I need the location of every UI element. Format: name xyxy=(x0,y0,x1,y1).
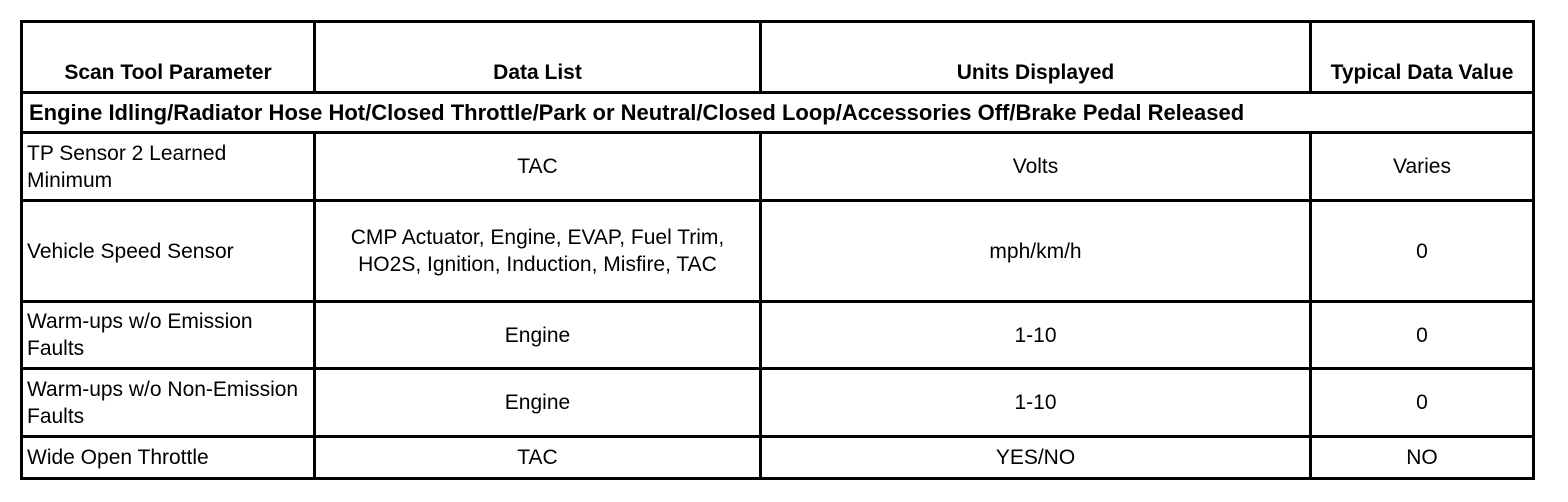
cell-parameter: Warm-ups w/o Non-Emission Faults xyxy=(22,369,315,437)
cell-units: 1-10 xyxy=(761,302,1311,369)
table-header-row xyxy=(22,22,1534,93)
cell-typical-value: 0 xyxy=(1311,302,1534,369)
cell-parameter: Wide Open Throttle xyxy=(22,437,315,479)
test-condition: Engine Idling/Radiator Hose Hot/Closed Throttle/Park or Neutral/Closed Loop/Accessories Off/Brake Pedal Released xyxy=(22,93,1534,133)
table-row xyxy=(22,302,1534,369)
cell-data-list: TAC xyxy=(315,133,761,201)
cell-typical-value: 0 xyxy=(1311,201,1534,302)
cell-typical-value: NO xyxy=(1311,437,1534,479)
cell-parameter: Warm-ups w/o Emission Faults xyxy=(22,302,315,369)
cell-parameter: TP Sensor 2 Learned Minimum xyxy=(22,133,315,201)
scan-tool-data-sheet xyxy=(20,20,1532,480)
table-row xyxy=(22,133,1534,201)
cell-units: 1-10 xyxy=(761,369,1311,437)
cell-units: mph/km/h xyxy=(761,201,1311,302)
cell-units: Volts xyxy=(761,133,1311,201)
cell-data-list: CMP Actuator, Engine, EVAP, Fuel Trim, HO2S, Ignition, Induction, Misfire, TAC xyxy=(315,201,761,302)
cell-parameter: Vehicle Speed Sensor xyxy=(22,201,315,302)
cell-units: YES/NO xyxy=(761,437,1311,479)
cell-typical-value: 0 xyxy=(1311,369,1534,437)
header-scan-tool-parameter: Scan Tool Parameter xyxy=(22,22,315,93)
cell-typical-value: Varies xyxy=(1311,133,1534,201)
header-data-list: Data List xyxy=(315,22,761,93)
table-row xyxy=(22,437,1534,479)
table-row xyxy=(22,369,1534,437)
table-row xyxy=(22,201,1534,302)
header-typical-data-value: Typical Data Value xyxy=(1311,22,1534,93)
cell-data-list: TAC xyxy=(315,437,761,479)
cell-data-list: Engine xyxy=(315,369,761,437)
cell-data-list: Engine xyxy=(315,302,761,369)
condition-row xyxy=(22,93,1534,133)
header-units-displayed: Units Displayed xyxy=(761,22,1311,93)
scan-tool-data-table xyxy=(20,20,1535,480)
